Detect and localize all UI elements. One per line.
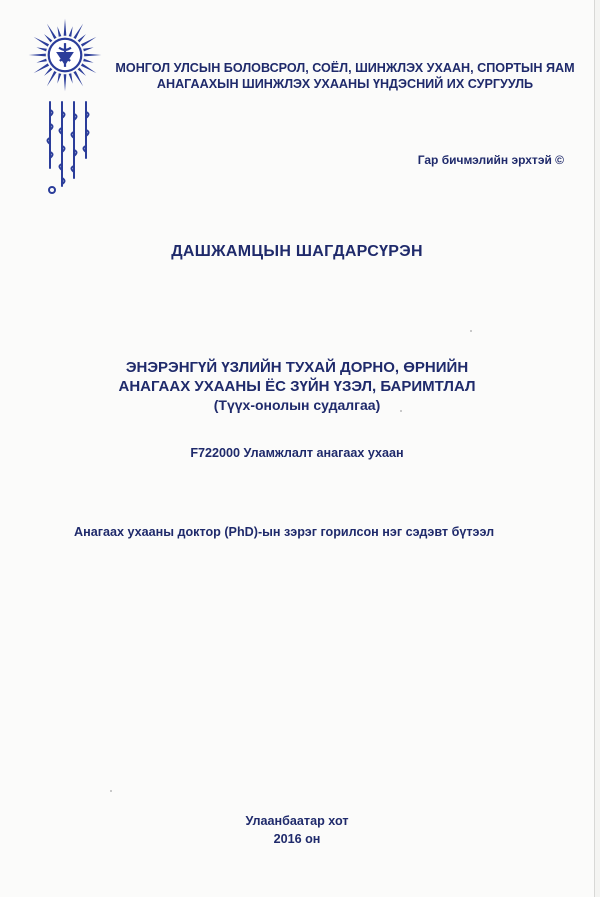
paper-speck [110, 790, 112, 792]
emblem-ray [83, 59, 93, 63]
emblem-ray [64, 19, 67, 36]
emblem-ray [34, 37, 49, 47]
emblem-ray [44, 34, 52, 42]
emblem-ray [83, 47, 93, 51]
title-line-2: АНАГААХ УХААНЫ ЁС ЗҮЙН ҮЗЭЛ, БАРИМТЛАЛ [118, 378, 476, 395]
degree-statement: Анагаах ухааны доктор (PhD)-ын зэрэг горилсон нэг сэдэвт бүтээл [74, 525, 495, 539]
paper-speck [400, 410, 402, 412]
city: Улаанбаатар хот [245, 814, 349, 828]
emblem-ray [73, 71, 83, 86]
emblem-ray [81, 37, 96, 47]
university-emblem-icon [28, 18, 102, 92]
emblem-ray [69, 73, 73, 83]
university-name: АНАГААХЫН ШИНЖЛЭХ УХААНЫ ҮНДЭСНИЙ ИХ СУРГУУЛЬ [156, 77, 534, 91]
mongolian-script-text [42, 98, 98, 198]
paper-speck [470, 330, 472, 332]
emblem-ray [64, 74, 67, 91]
emblem-ray [29, 54, 46, 57]
emblem-ray [57, 26, 61, 36]
title-line-1: ЭНЭРЭНГҮЙ ҮЗЛИЙН ТУХАЙ ДОРНО, ӨРНИЙН [125, 359, 469, 376]
copyright-note: Гар бичмэлийн эрхтэй © [417, 153, 564, 167]
institution-header [110, 60, 580, 92]
emblem-ray [36, 47, 46, 51]
emblem-ray [57, 73, 61, 83]
emblem-ray [44, 68, 52, 76]
emblem-ray [78, 34, 86, 42]
year: 2016 он [273, 832, 321, 846]
title-subtitle: (Түүх-онолын судалгаа) [213, 397, 381, 413]
author-name: ДАШЖАМЦЫН ШАГДАРСҮРЭН [171, 243, 423, 260]
place-and-year [0, 812, 594, 848]
ministry-name: МОНГОЛ УЛСЫН БОЛОВСРОЛ, СОЁЛ, ШИНЖЛЭХ УХААН, СПОРТЫН ЯАМ [115, 61, 575, 75]
specialty-code: F722000 Уламжлалт анагаах ухаан [190, 446, 404, 460]
emblem-ray [36, 59, 46, 63]
emblem-ray [81, 63, 96, 73]
emblem-ray [69, 26, 73, 36]
emblem-ray [47, 71, 57, 86]
emblem-ray [73, 24, 83, 39]
emblem-ray [47, 24, 57, 39]
thesis-title [0, 358, 594, 415]
emblem-ray [34, 63, 49, 73]
emblem-ray [78, 68, 86, 76]
emblem-ray [84, 54, 101, 57]
